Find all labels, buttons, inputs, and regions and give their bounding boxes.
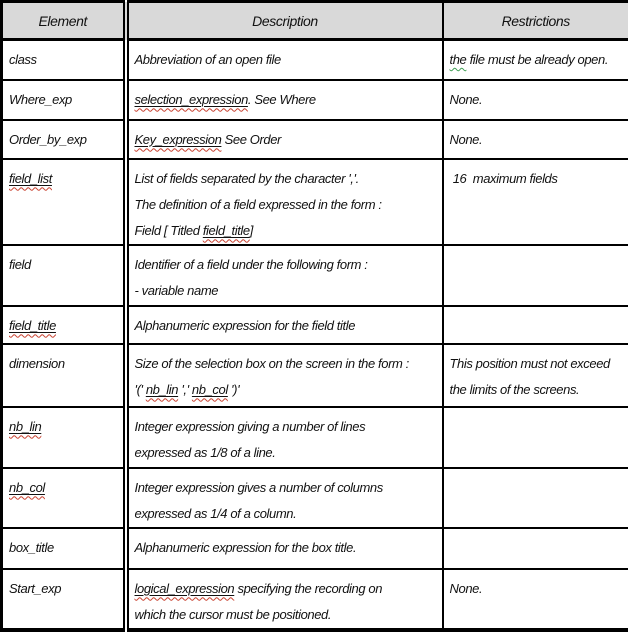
restrictions-cell: None. [443, 569, 628, 630]
row-nb-lin [2, 407, 628, 468]
element-cell: field_list [2, 159, 126, 245]
restrictions-cell [443, 528, 628, 569]
element-cell: nb_lin [2, 407, 126, 468]
row-where-exp [2, 80, 628, 120]
element-cell: dimension [2, 344, 126, 407]
header-element: Element [2, 2, 126, 40]
restrictions-cell: 16 maximum fields [443, 159, 628, 245]
description-cell: Identifier of a field under the following form : - variable name [126, 245, 443, 306]
restrictions-cell: None. [443, 120, 628, 159]
row-field [2, 245, 628, 306]
description-cell: List of fields separated by the character ','. The definition of a field expressed in the form : Field [ Titled field_title] [126, 159, 443, 245]
row-start-exp [2, 569, 628, 630]
row-nb-col [2, 468, 628, 528]
row-order-by-exp [2, 120, 628, 159]
restrictions-cell [443, 407, 628, 468]
description-cell: Alphanumeric expression for the box title. [126, 528, 443, 569]
element-cell: field_title [2, 306, 126, 344]
element-cell: box_title [2, 528, 126, 569]
element-cell: field [2, 245, 126, 306]
header-description: Description [126, 2, 443, 40]
element-cell: class [2, 40, 126, 80]
element-cell: nb_col [2, 468, 126, 528]
row-field-title [2, 306, 628, 344]
description-cell: Abbreviation of an open file [126, 40, 443, 80]
restrictions-cell [443, 468, 628, 528]
restrictions-cell: None. [443, 80, 628, 120]
row-class [2, 40, 628, 80]
element-cell: Start_exp [2, 569, 126, 630]
description-cell: logical_expression specifying the recording on which the cursor must be positioned. [126, 569, 443, 630]
row-box-title [2, 528, 628, 569]
restrictions-cell: the file must be already open. [443, 40, 628, 80]
header-row [2, 2, 628, 40]
description-cell: Size of the selection box on the screen in the form : '(' nb_lin ',' nb_col ')' [126, 344, 443, 407]
description-cell: Integer expression gives a number of columns expressed as 1/4 of a column. [126, 468, 443, 528]
description-cell: Key_expression See Order [126, 120, 443, 159]
row-dimension [2, 344, 628, 407]
restrictions-cell [443, 245, 628, 306]
restrictions-cell [443, 306, 628, 344]
restrictions-cell: This position must not exceed the limits of the screens. [443, 344, 628, 407]
row-field-list [2, 159, 628, 245]
description-cell: selection_expression. See Where [126, 80, 443, 120]
header-restrictions: Restrictions [443, 2, 628, 40]
description-cell: Integer expression giving a number of lines expressed as 1/8 of a line. [126, 407, 443, 468]
description-cell: Alphanumeric expression for the field title [126, 306, 443, 344]
element-cell: Order_by_exp [2, 120, 126, 159]
element-cell: Where_exp [2, 80, 126, 120]
